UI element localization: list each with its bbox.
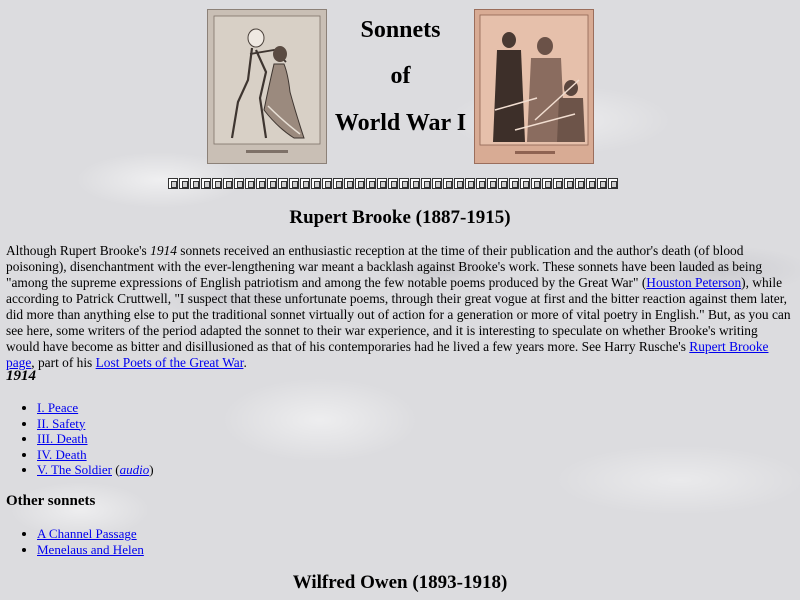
subheading-other-sonnets: Other sonnets: [6, 493, 96, 509]
illustration-soldiers-image: [475, 10, 593, 163]
list-item: [37, 400, 154, 416]
list-1914-sonnets: [0, 400, 154, 478]
link-peace[interactable]: I. Peace: [37, 400, 79, 415]
list-item: [37, 431, 154, 447]
paren-close: ): [149, 462, 154, 477]
list-other-sonnets: [0, 526, 144, 557]
illustration-skeleton-dance: [207, 9, 327, 164]
intro-text-1: Although Rupert Brooke's: [6, 243, 151, 258]
intro-text-2: sonnets received an enthusiastic reception at the time of their publication and the author's death (of blood poisoning), disenchantment with the ever-lengthening war meant a backlash against Brooke's work. These sonnets have been lauded as being "among the supreme expressions of English patriotism and among the few notable poems produced by the Great War" (: [6, 243, 763, 290]
link-rupert-brooke-page[interactable]: Rupert Brooke page: [6, 339, 769, 370]
link-houston-peterson[interactable]: Houston Peterson: [646, 275, 742, 290]
list-item: [37, 416, 154, 432]
link-death-iv[interactable]: IV. Death: [37, 446, 87, 462]
intro-text-5: .: [243, 355, 247, 370]
link-a-channel-passage[interactable]: A Channel Passage: [37, 526, 137, 541]
title-line-of: of: [390, 63, 411, 89]
section-heading-wilfred-owen: Wilfred Owen (1893-1918): [292, 572, 508, 593]
decorative-divider: [168, 178, 626, 191]
list-item: [37, 542, 144, 558]
paren-open: (: [112, 462, 120, 477]
intro-text-3: ), while according to Patrick Cruttwell, "I suspect that these unfortunate poems, through their great vogue at first and the bitter reaction against them later, did more than anything else to put the traditional sonnet virtually out of action for a generation or more of vital poetry in English." But, as you can see here, some writers of the period adapted the sonnet to their war experience, and it is interesting to speculate on whether Brooke's writing would have become as bitter and disillusioned as that of his contemporaries had he lived a few years more. See Harry Rusche's: [6, 275, 791, 354]
illustration-soldiers: [474, 9, 594, 164]
link-safety[interactable]: II. Safety: [37, 415, 86, 431]
intro-title-1914: 1914: [150, 243, 177, 258]
page-header: [0, 0, 800, 170]
brooke-intro-paragraph: [6, 243, 794, 371]
subheading-1914: 1914: [6, 368, 36, 384]
list-item: [37, 462, 154, 478]
section-heading-rupert-brooke: Rupert Brooke (1887-1915): [289, 207, 511, 228]
link-audio[interactable]: audio: [119, 462, 150, 477]
illustration-skeleton-dance-image: [208, 10, 326, 163]
title-line-sonnets: Sonnets: [360, 17, 441, 43]
list-item: [37, 526, 144, 542]
link-menelaus-and-helen[interactable]: Menelaus and Helen: [37, 541, 144, 557]
link-death-iii[interactable]: III. Death: [37, 431, 88, 446]
link-lost-poets[interactable]: Lost Poets of the Great War: [95, 355, 244, 370]
link-the-soldier[interactable]: V. The Soldier: [37, 462, 112, 477]
title-line-world-war-i: World War I: [334, 110, 467, 136]
intro-text-4: , part of his: [31, 355, 96, 370]
list-item: [37, 447, 154, 463]
